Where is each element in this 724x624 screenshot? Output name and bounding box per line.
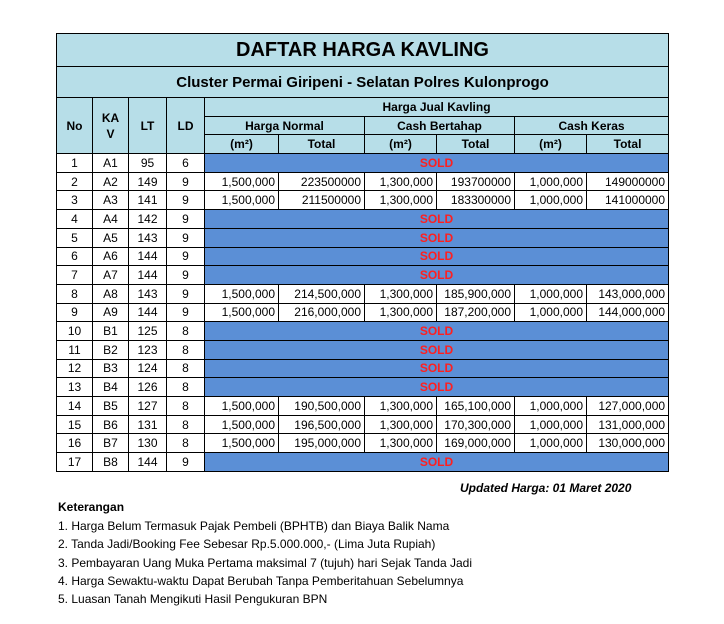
row-kav: A5 [93, 228, 129, 247]
table-row [57, 284, 669, 303]
cash-bertahap-m2: 1,300,000 [365, 434, 437, 453]
row-lt: 123 [129, 340, 167, 359]
row-no: 8 [57, 284, 93, 303]
cash-bertahap-m2: 1,300,000 [365, 303, 437, 322]
row-lt: 143 [129, 284, 167, 303]
row-no: 13 [57, 378, 93, 397]
price-sheet [56, 33, 668, 472]
header-hn-unit: (m²) [205, 135, 279, 154]
row-ld: 8 [167, 415, 205, 434]
row-ld: 6 [167, 154, 205, 173]
row-no: 2 [57, 172, 93, 191]
row-kav: A6 [93, 247, 129, 266]
row-lt: 144 [129, 266, 167, 285]
table-row [57, 303, 669, 322]
table-row [57, 322, 669, 341]
header-hn-total: Total [279, 135, 365, 154]
cash-keras-m2: 1,000,000 [515, 303, 587, 322]
cash-keras-total: 130,000,000 [587, 434, 669, 453]
harga-normal-total: 195,000,000 [279, 434, 365, 453]
harga-normal-total: 211500000 [279, 191, 365, 210]
row-lt: 149 [129, 172, 167, 191]
cash-keras-total: 144,000,000 [587, 303, 669, 322]
row-ld: 9 [167, 266, 205, 285]
table-row [57, 434, 669, 453]
row-no: 5 [57, 228, 93, 247]
row-lt: 131 [129, 415, 167, 434]
header-cb-unit: (m²) [365, 135, 437, 154]
cash-bertahap-total: 183300000 [437, 191, 515, 210]
cash-keras-m2: 1,000,000 [515, 172, 587, 191]
row-kav: B2 [93, 340, 129, 359]
row-kav: B8 [93, 453, 129, 472]
cash-keras-m2: 1,000,000 [515, 284, 587, 303]
row-kav: A7 [93, 266, 129, 285]
sold-status: SOLD [205, 340, 669, 359]
cash-bertahap-m2: 1,300,000 [365, 172, 437, 191]
row-ld: 9 [167, 228, 205, 247]
header-ck-unit: (m²) [515, 135, 587, 154]
row-kav: B5 [93, 397, 129, 416]
cash-keras-m2: 1,000,000 [515, 397, 587, 416]
sold-status: SOLD [205, 359, 669, 378]
cash-bertahap-total: 185,900,000 [437, 284, 515, 303]
harga-normal-m2: 1,500,000 [205, 303, 279, 322]
row-ld: 8 [167, 359, 205, 378]
row-no: 11 [57, 340, 93, 359]
updated-date: Updated Harga: 01 Maret 2020 [460, 481, 632, 495]
row-no: 14 [57, 397, 93, 416]
row-kav: A1 [93, 154, 129, 173]
harga-normal-total: 214,500,000 [279, 284, 365, 303]
header-cb-total: Total [437, 135, 515, 154]
cash-bertahap-m2: 1,300,000 [365, 397, 437, 416]
note-item: 5. Luasan Tanah Mengikuti Hasil Pengukuran BPN [58, 592, 328, 607]
row-kav: B4 [93, 378, 129, 397]
header-ck-total: Total [587, 135, 669, 154]
cash-bertahap-total: 165,100,000 [437, 397, 515, 416]
price-table [56, 33, 669, 472]
row-no: 12 [57, 359, 93, 378]
harga-normal-m2: 1,500,000 [205, 397, 279, 416]
row-lt: 142 [129, 210, 167, 229]
row-no: 15 [57, 415, 93, 434]
row-kav: B7 [93, 434, 129, 453]
cash-keras-total: 141000000 [587, 191, 669, 210]
cash-bertahap-total: 170,300,000 [437, 415, 515, 434]
header-harga-normal: Harga Normal [205, 116, 365, 135]
row-no: 7 [57, 266, 93, 285]
row-lt: 143 [129, 228, 167, 247]
row-kav: A9 [93, 303, 129, 322]
table-row [57, 266, 669, 285]
cash-keras-total: 149000000 [587, 172, 669, 191]
harga-normal-m2: 1,500,000 [205, 415, 279, 434]
table-row [57, 378, 669, 397]
note-item: 1. Harga Belum Termasuk Pajak Pembeli (BPHTB) dan Biaya Balik Nama [58, 519, 450, 534]
row-ld: 8 [167, 322, 205, 341]
row-kav: A3 [93, 191, 129, 210]
cash-bertahap-m2: 1,300,000 [365, 284, 437, 303]
header-cash-bertahap: Cash Bertahap [365, 116, 515, 135]
row-no: 17 [57, 453, 93, 472]
row-kav: B6 [93, 415, 129, 434]
table-row [57, 453, 669, 472]
note-item: 2. Tanda Jadi/Booking Fee Sebesar Rp.5.000.000,- (Lima Juta Rupiah) [58, 537, 436, 552]
cash-bertahap-m2: 1,300,000 [365, 191, 437, 210]
row-lt: 95 [129, 154, 167, 173]
sold-status: SOLD [205, 453, 669, 472]
table-row [57, 247, 669, 266]
table-subtitle: Cluster Permai Giripeni - Selatan Polres Kulonprogo [57, 67, 669, 98]
row-ld: 9 [167, 210, 205, 229]
row-no: 9 [57, 303, 93, 322]
row-no: 10 [57, 322, 93, 341]
sold-status: SOLD [205, 378, 669, 397]
cash-keras-m2: 1,000,000 [515, 191, 587, 210]
row-ld: 9 [167, 284, 205, 303]
table-row [57, 228, 669, 247]
row-no: 4 [57, 210, 93, 229]
cash-keras-m2: 1,000,000 [515, 434, 587, 453]
header-kav: KA V [93, 98, 129, 154]
harga-normal-m2: 1,500,000 [205, 434, 279, 453]
harga-normal-total: 196,500,000 [279, 415, 365, 434]
sold-status: SOLD [205, 228, 669, 247]
harga-normal-total: 223500000 [279, 172, 365, 191]
harga-normal-total: 216,000,000 [279, 303, 365, 322]
table-row [57, 172, 669, 191]
cash-bertahap-total: 187,200,000 [437, 303, 515, 322]
harga-normal-total: 190,500,000 [279, 397, 365, 416]
header-cash-keras: Cash Keras [515, 116, 669, 135]
table-row [57, 340, 669, 359]
notes-list [58, 517, 472, 608]
row-lt: 141 [129, 191, 167, 210]
row-kav: A4 [93, 210, 129, 229]
row-lt: 124 [129, 359, 167, 378]
sold-status: SOLD [205, 154, 669, 173]
row-kav: A2 [93, 172, 129, 191]
table-row [57, 397, 669, 416]
row-lt: 130 [129, 434, 167, 453]
row-ld: 9 [167, 172, 205, 191]
header-ld: LD [167, 98, 205, 154]
row-ld: 9 [167, 247, 205, 266]
sold-status: SOLD [205, 247, 669, 266]
row-ld: 8 [167, 340, 205, 359]
row-kav: B3 [93, 359, 129, 378]
row-ld: 8 [167, 434, 205, 453]
row-kav: A8 [93, 284, 129, 303]
row-no: 16 [57, 434, 93, 453]
row-ld: 8 [167, 378, 205, 397]
header-lt: LT [129, 98, 167, 154]
row-lt: 144 [129, 247, 167, 266]
row-lt: 144 [129, 453, 167, 472]
row-lt: 127 [129, 397, 167, 416]
row-no: 3 [57, 191, 93, 210]
row-no: 1 [57, 154, 93, 173]
cash-keras-total: 143,000,000 [587, 284, 669, 303]
cash-keras-total: 131,000,000 [587, 415, 669, 434]
row-lt: 126 [129, 378, 167, 397]
table-row [57, 191, 669, 210]
row-ld: 9 [167, 191, 205, 210]
row-no: 6 [57, 247, 93, 266]
note-item: 3. Pembayaran Uang Muka Pertama maksimal 7 (tujuh) hari Sejak Tanda Jadi [58, 555, 472, 570]
notes-title: Keterangan [58, 500, 125, 514]
row-lt: 144 [129, 303, 167, 322]
sold-status: SOLD [205, 322, 669, 341]
cash-bertahap-total: 193700000 [437, 172, 515, 191]
notes-section [58, 498, 472, 608]
cash-bertahap-total: 169,000,000 [437, 434, 515, 453]
row-ld: 9 [167, 453, 205, 472]
harga-normal-m2: 1,500,000 [205, 172, 279, 191]
sold-status: SOLD [205, 210, 669, 229]
row-kav: B1 [93, 322, 129, 341]
row-ld: 8 [167, 397, 205, 416]
table-row [57, 154, 669, 173]
row-lt: 125 [129, 322, 167, 341]
cash-bertahap-m2: 1,300,000 [365, 415, 437, 434]
table-row [57, 210, 669, 229]
harga-normal-m2: 1,500,000 [205, 284, 279, 303]
note-item: 4. Harga Sewaktu-waktu Dapat Berubah Tanpa Pemberitahuan Sebelumnya [58, 573, 464, 588]
cash-keras-total: 127,000,000 [587, 397, 669, 416]
header-harga-jual: Harga Jual Kavling [205, 98, 669, 117]
harga-normal-m2: 1,500,000 [205, 191, 279, 210]
table-row [57, 359, 669, 378]
cash-keras-m2: 1,000,000 [515, 415, 587, 434]
header-no: No [57, 98, 93, 154]
table-title: DAFTAR HARGA KAVLING [57, 34, 669, 67]
sold-status: SOLD [205, 266, 669, 285]
table-row [57, 415, 669, 434]
row-ld: 9 [167, 303, 205, 322]
